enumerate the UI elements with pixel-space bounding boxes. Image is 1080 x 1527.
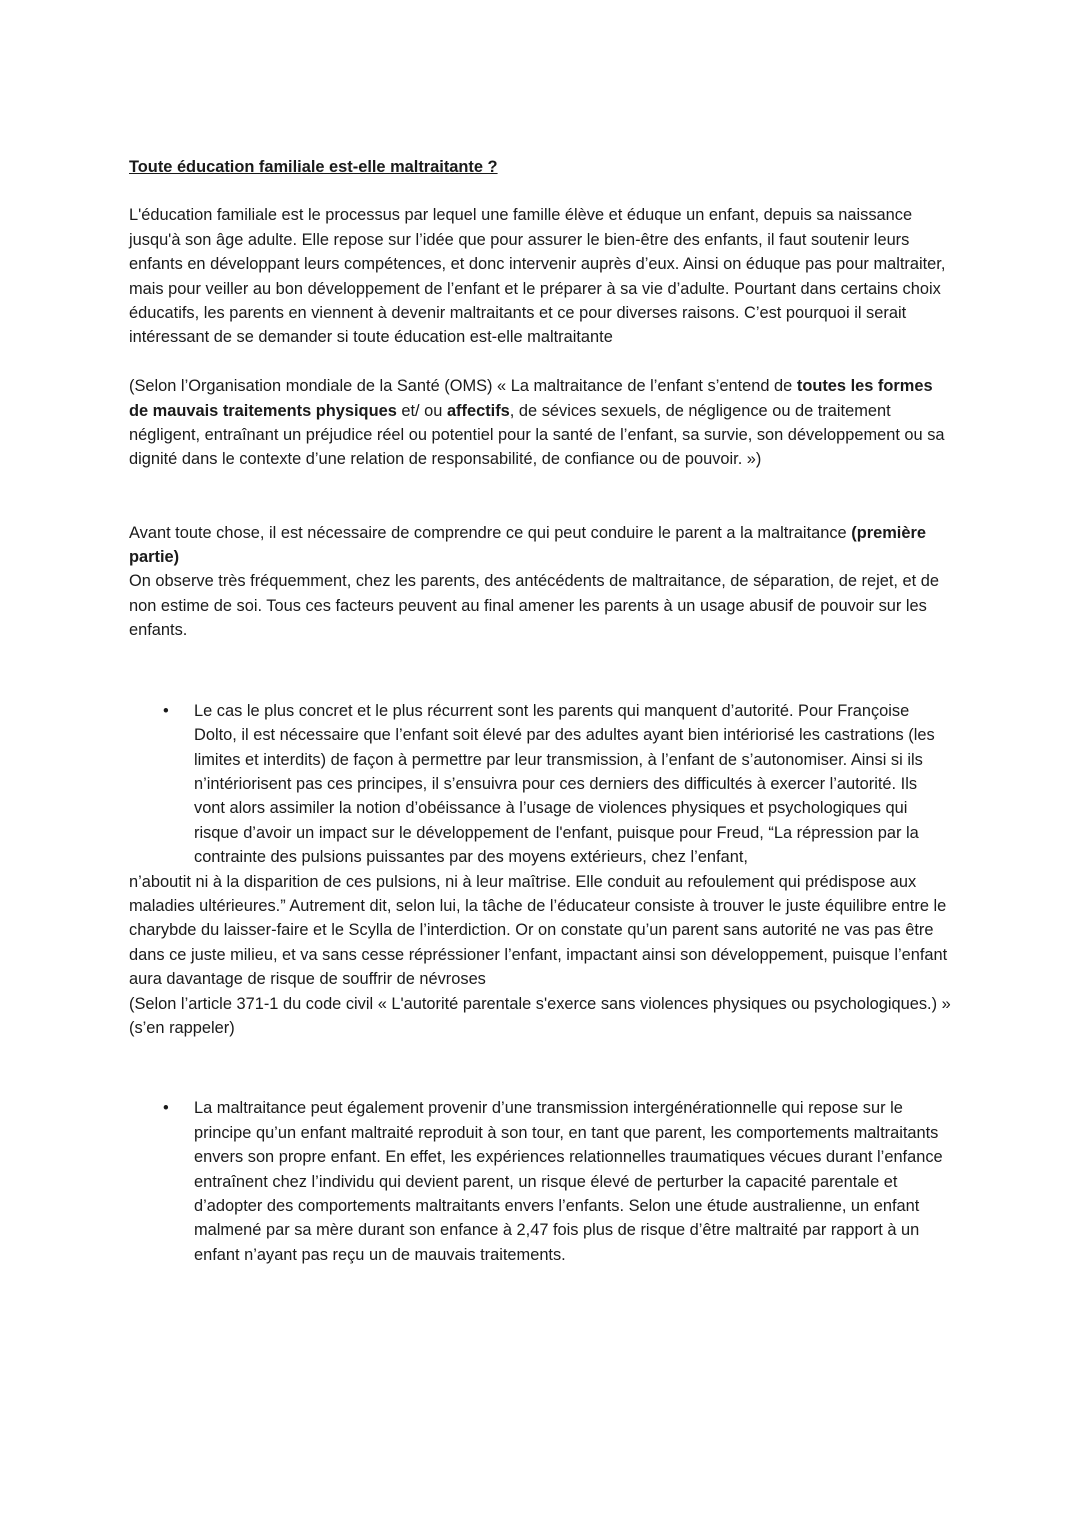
- section1-intro-text: Avant toute chose, il est nécessaire de comprendre ce qui peut conduire le parent a la maltraitance: [129, 523, 852, 542]
- bullet-icon: •: [163, 1099, 169, 1118]
- bullet-text-intergenerational: La maltraitance peut également provenir d’une transmission intergénérationnelle qui repose sur le principe qu’un enfant maltraité reproduit à son tour, en tant que parent, les comportements maltraitants envers son propre enfant. En effet, les expériences relationnelles traumatiques vécues durant l’enfance entraînent chez l’individu qui devient parent, un risque élevé de perturber la capacité parentale et d’adopter des comportements maltraitants envers l’enfants. Selon une étude australienne, un enfant malmené par sa mère durant son enfance à 2,47 fois plus de risque d’être maltraité par rapport à un enfant n’ayant pas reçu un de mauvais traitements.: [194, 1099, 943, 1264]
- section1-intro-bold: (première partie): [129, 523, 926, 567]
- civil-code-note: (Selon l’article 371-1 du code civil « L'autorité parentale s'exerce sans violences physiques ou psychologiques.) » (s’en rappeler): [129, 994, 951, 1037]
- bullet-item-intergenerational: [129, 1096, 951, 1267]
- section1-observation: On observe très fréquemment, chez les parents, des antécédents de maltraitance, de séparation, de rejet, et de non estime de soi. Tous ces facteurs peuvent au final amener les parents à un usage abusif de pouvoir sur les enfants.: [129, 572, 939, 640]
- bullet-text-authority: Le cas le plus concret et le plus récurrent sont les parents qui manquent d’autorité. Pour Françoise Dolto, il est nécessaire que l’enfant soit élevé par des adultes ayant bien intériorisé les castrations (les limites et interdits) de façon à permettre par leur transmission, à l’enfant de s’autonomiser. Ainsi si ils n’intériorisent pas ces principes, il s’ensuivra pour ces derniers des difficultés à exercer l’autorité. Ils vont alors assimiler la notion d’obéissance à l’usage de violences physiques et psychologiques qui risque d’avoir un impact sur le développement de l'enfant, puisque pour Freud, “La répression par la contrainte des pulsions puissantes par des moyens extérieurs, chez l’enfant,: [194, 701, 935, 867]
- authority-continuation: n’aboutit ni à la disparition de ces pulsions, ni à leur maîtrise. Elle conduit au refoulement qui prédispose aux maladies ultérieures.” Autrement dit, selon lui, la tâche de l’éducateur consiste à trouver le juste équilibre entre le charybde du laisser-faire et le Scylla de l’interdiction. Or on constate qu’un parent sans autorité ne vas pas être dans ce juste milieu, et va sans cesse répréssioner l’enfant, impactant ainsi son développement, puisque l’enfant aura davantage de risque de souffrir de névroses: [129, 872, 948, 989]
- document-page: [129, 155, 951, 1267]
- section1-intro: [129, 521, 951, 570]
- oms-text-2: et/ ou: [396, 401, 447, 420]
- intro-paragraph: L'éducation familiale est le processus par lequel une famille élève et éduque un enfant, depuis sa naissance jusqu'à son âge adulte. Elle repose sur l’idée que pour assurer le bien-être des enfants, il faut soutenir leurs enfants en développant leurs compétences, et donc intervenir auprès d’eux. Ainsi on éduque pas pour maltraiter, mais pour veiller au bon développement de l’enfant et le préparer à sa vie d’adulte. Pourtant dans certains choix éducatifs, les parents en viennent à devenir maltraitants et ce pour diverses raisons. C’est pourquoi il serait intéressant de se demander si toute éducation est-elle maltraitante: [129, 206, 946, 347]
- document-title: Toute éducation familiale est-elle maltraitante ?: [129, 158, 498, 176]
- oms-text-1: (Selon l’Organisation mondiale de la Santé (OMS) « La maltraitance de l’enfant s’entend de: [129, 377, 797, 396]
- oms-bold-2: affectifs: [446, 401, 510, 420]
- bullet-item-authority: [129, 699, 951, 870]
- oms-definition-paragraph: [129, 374, 951, 472]
- oms-bold-1: toutes les formes de mauvais traitements physiques: [129, 377, 933, 420]
- oms-text-3: , de sévices sexuels, de négligence ou de traitement négligent, entraînant un préjudice réel ou potentiel pour la santé de l’enfant, sa survie, son développement ou sa dignité dans le contexte d’une relation de responsabilité, de confiance ou de pouvoir. »): [129, 401, 945, 469]
- bullet-icon: •: [163, 701, 169, 720]
